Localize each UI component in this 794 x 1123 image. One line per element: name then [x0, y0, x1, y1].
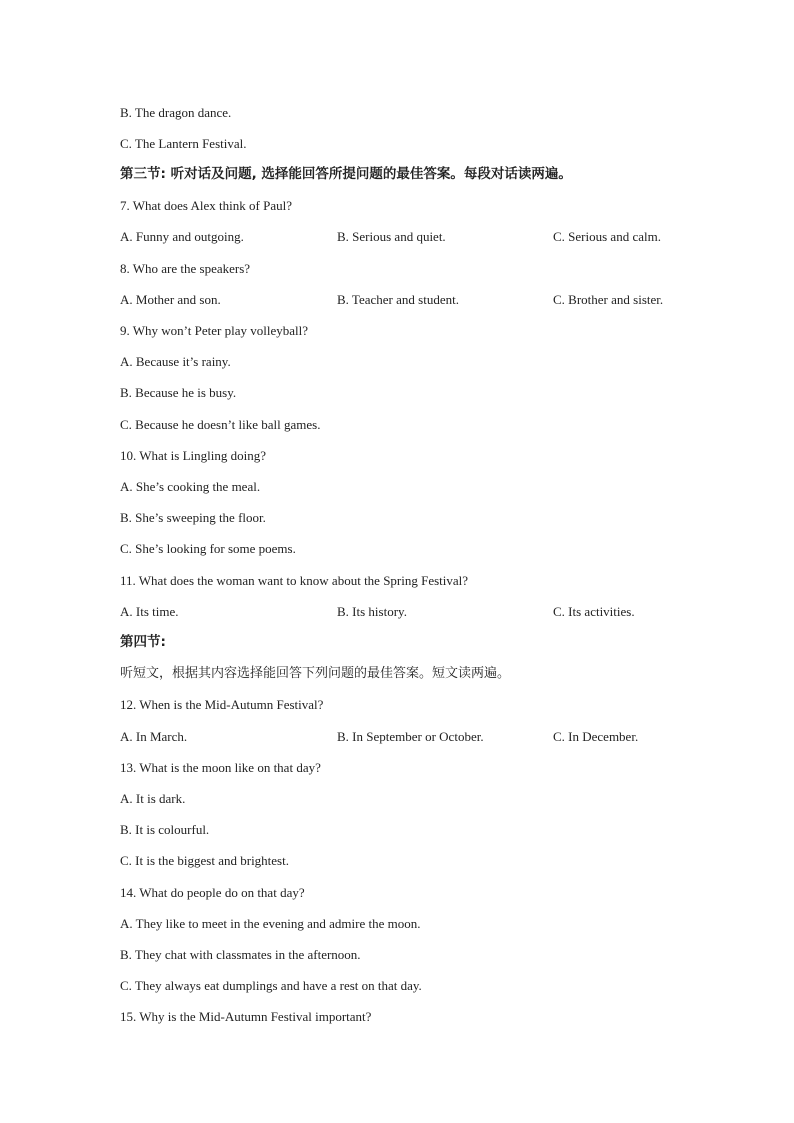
section-3-heading: 第三节: 听对话及问题, 选择能回答所提问题的最佳答案。每段对话读两遍。 — [120, 166, 572, 182]
option-b: B. Teacher and student. — [337, 292, 459, 307]
question-11: 11. What does the woman want to know about the Spring Festival? — [120, 573, 469, 588]
question-8: 8. Who are the speakers? — [120, 261, 251, 276]
option-b: B. They chat with classmates in the afternoon. — [120, 947, 361, 962]
option-a: A. Funny and outgoing. — [120, 229, 244, 244]
option-b-dragon-dance: B. The dragon dance. — [120, 105, 232, 120]
option-c: C. Because he doesn’t like ball games. — [120, 417, 321, 432]
question-7: 7. What does Alex think of Paul? — [120, 198, 292, 213]
option-b: B. She’s sweeping the floor. — [120, 510, 266, 525]
option-c: C. It is the biggest and brightest. — [120, 853, 289, 868]
option-c: C. Brother and sister. — [553, 292, 664, 307]
option-a: A. Mother and son. — [120, 292, 221, 307]
option-c: C. She’s looking for some poems. — [120, 541, 296, 556]
option-c: C. Its activities. — [553, 604, 635, 619]
option-b: B. It is colourful. — [120, 822, 210, 837]
option-b: B. In September or October. — [337, 729, 484, 744]
question-12: 12. When is the Mid-Autumn Festival? — [120, 697, 324, 712]
question-13: 13. What is the moon like on that day? — [120, 760, 321, 775]
option-c-lantern-festival: C. The Lantern Festival. — [120, 136, 247, 151]
question-15: 15. Why is the Mid-Autumn Festival important? — [120, 1009, 372, 1024]
option-c: C. In December. — [553, 729, 639, 744]
question-14: 14. What do people do on that day? — [120, 885, 305, 900]
option-b: B. Because he is busy. — [120, 385, 237, 400]
option-a: A. She’s cooking the meal. — [120, 479, 261, 494]
question-9: 9. Why won’t Peter play volleyball? — [120, 323, 308, 338]
option-a: A. Its time. — [120, 604, 179, 619]
option-a: A. In March. — [120, 729, 188, 744]
option-b: B. Its history. — [337, 604, 407, 619]
section-4-heading: 第四节: — [120, 634, 166, 650]
option-a: A. It is dark. — [120, 791, 186, 806]
section-4-instructions: 听短文，根据其内容选择能回答下列问题的最佳答案。短文读两遍。 — [120, 666, 511, 681]
option-a: A. Because it’s rainy. — [120, 354, 231, 369]
option-c: C. Serious and calm. — [553, 229, 661, 244]
option-c: C. They always eat dumplings and have a rest on that day. — [120, 978, 422, 993]
option-a: A. They like to meet in the evening and admire the moon. — [120, 916, 421, 931]
question-10: 10. What is Lingling doing? — [120, 448, 266, 463]
option-b: B. Serious and quiet. — [337, 229, 446, 244]
